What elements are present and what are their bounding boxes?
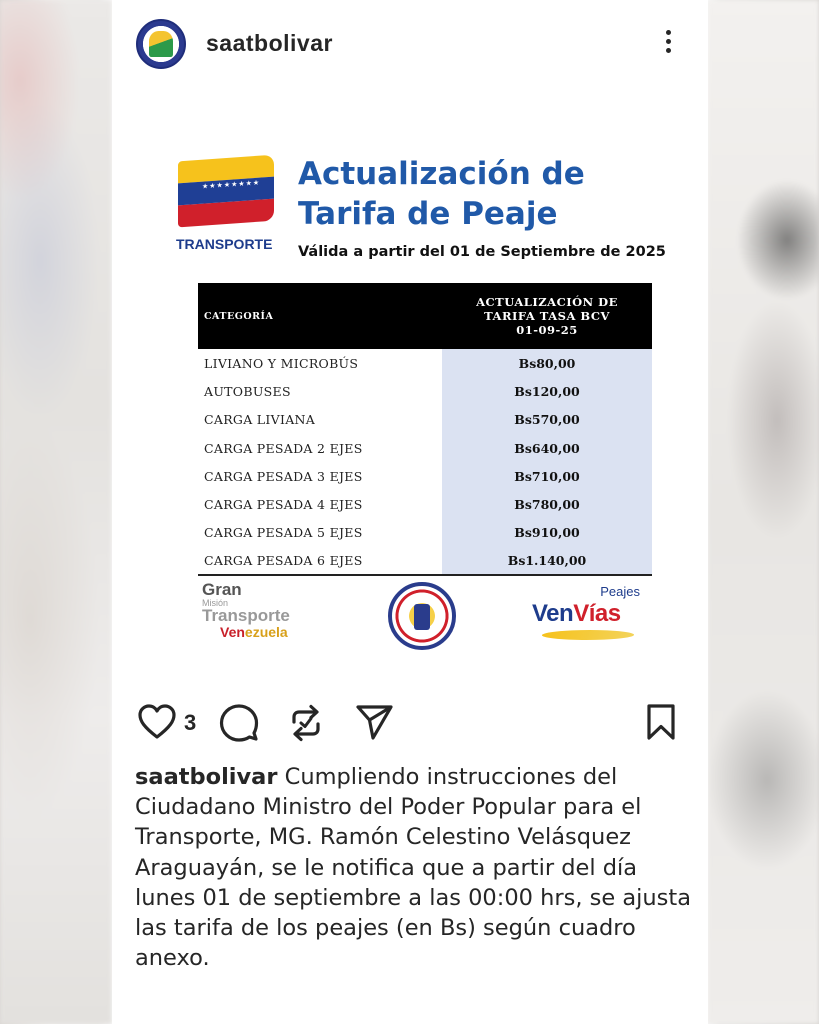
logo-text (532, 600, 621, 628)
rate-cell: Bs710,00 (442, 462, 652, 490)
logo-text: Peajes (600, 584, 640, 599)
rate-cell: Bs780,00 (442, 490, 652, 518)
fund-seal-logo (388, 582, 456, 650)
more-vertical-icon[interactable] (662, 28, 674, 60)
category-cell: CARGA PESADA 5 EJES (204, 525, 363, 541)
table-row (198, 490, 652, 518)
table-row (198, 519, 652, 547)
table-row (198, 406, 652, 434)
heart-icon[interactable] (136, 702, 178, 742)
venezuela-flag-icon: ★★★★★★★★ (178, 155, 274, 228)
header-rate-line-2: TARIFA TASA BCV (484, 309, 610, 323)
logo-text: Ven (220, 624, 245, 640)
logo-text: Vías (573, 600, 621, 627)
partner-logos (198, 580, 652, 650)
rate-cell: Bs570,00 (442, 406, 652, 434)
header-rate (442, 283, 652, 349)
table-row (198, 462, 652, 490)
rate-cell: Bs80,00 (442, 349, 652, 377)
avatar-logo-icon (149, 31, 173, 57)
table-row (198, 547, 652, 575)
logo-text: Transporte (202, 606, 290, 625)
graphic-title-line-1: Actualización de (298, 156, 585, 192)
rate-cell: Bs640,00 (442, 434, 652, 462)
send-icon[interactable] (354, 702, 394, 742)
logo-text (202, 624, 322, 640)
venvias-logo (532, 584, 642, 648)
bookmark-icon[interactable] (644, 702, 678, 742)
table-row (198, 434, 652, 462)
caption-username[interactable]: saatbolivar (135, 764, 278, 790)
graphic-title-line-2: Tarifa de Peaje (298, 196, 558, 232)
gran-mision-transporte-logo (202, 582, 322, 648)
header-rate-line-1: ACTUALIZACIÓN DE (476, 295, 618, 309)
post-card (112, 0, 708, 1024)
graphic-subtitle: Válida a partir del 01 de Septiembre de 2025 (298, 244, 666, 260)
rate-cell: Bs120,00 (442, 377, 652, 405)
category-cell: CARGA PESADA 3 EJES (204, 468, 363, 484)
background-blur-right (707, 0, 819, 1024)
table-header-row (198, 283, 652, 349)
post-image[interactable] (112, 130, 708, 690)
table-row (198, 349, 652, 377)
header-category: CATEGORÍA (198, 283, 442, 349)
ministry-label: TRANSPORTE (176, 236, 273, 252)
like-count[interactable]: 3 (184, 710, 197, 735)
header-rate-line-3: 01-09-25 (516, 323, 578, 337)
category-cell: LIVIANO Y MICROBÚS (204, 355, 359, 371)
avatar[interactable] (136, 19, 186, 69)
rate-cell: Bs910,00 (442, 519, 652, 547)
logo-text: ezuela (244, 624, 288, 640)
post-caption (135, 762, 691, 973)
logo-text: Gran (202, 580, 242, 599)
background-blur-left (0, 0, 112, 1024)
post-username[interactable]: saatbolivar (206, 30, 333, 56)
post-header (112, 0, 708, 90)
category-cell: CARGA PESADA 2 EJES (204, 440, 363, 456)
category-cell: AUTOBUSES (204, 383, 291, 399)
rate-cell: Bs1.140,00 (442, 547, 652, 575)
category-cell: CARGA LIVIANA (204, 412, 316, 428)
logo-swoosh (540, 630, 636, 640)
repost-icon[interactable] (286, 702, 326, 744)
table-row (198, 377, 652, 405)
comment-icon[interactable] (218, 702, 260, 744)
logo-text: Misión (202, 598, 229, 608)
action-bar (112, 696, 708, 748)
logo-text: Ven (532, 600, 574, 627)
category-cell: CARGA PESADA 4 EJES (204, 497, 363, 513)
toll-rates-table (198, 283, 652, 576)
graphic-title (298, 154, 585, 234)
caption-text: Cumpliendo instrucciones del Ciudadano Ministro del Poder Popular para el Transporte, MG. Ramón Celestino Velásquez Araguayán, se le notifica que a partir del día lunes 01 de septiembre a las 00:00 hrs, se ajusta las tarifa de los peajes (en Bs) según cuadro anexo. (135, 764, 691, 972)
category-cell: CARGA PESADA 6 EJES (198, 547, 442, 575)
